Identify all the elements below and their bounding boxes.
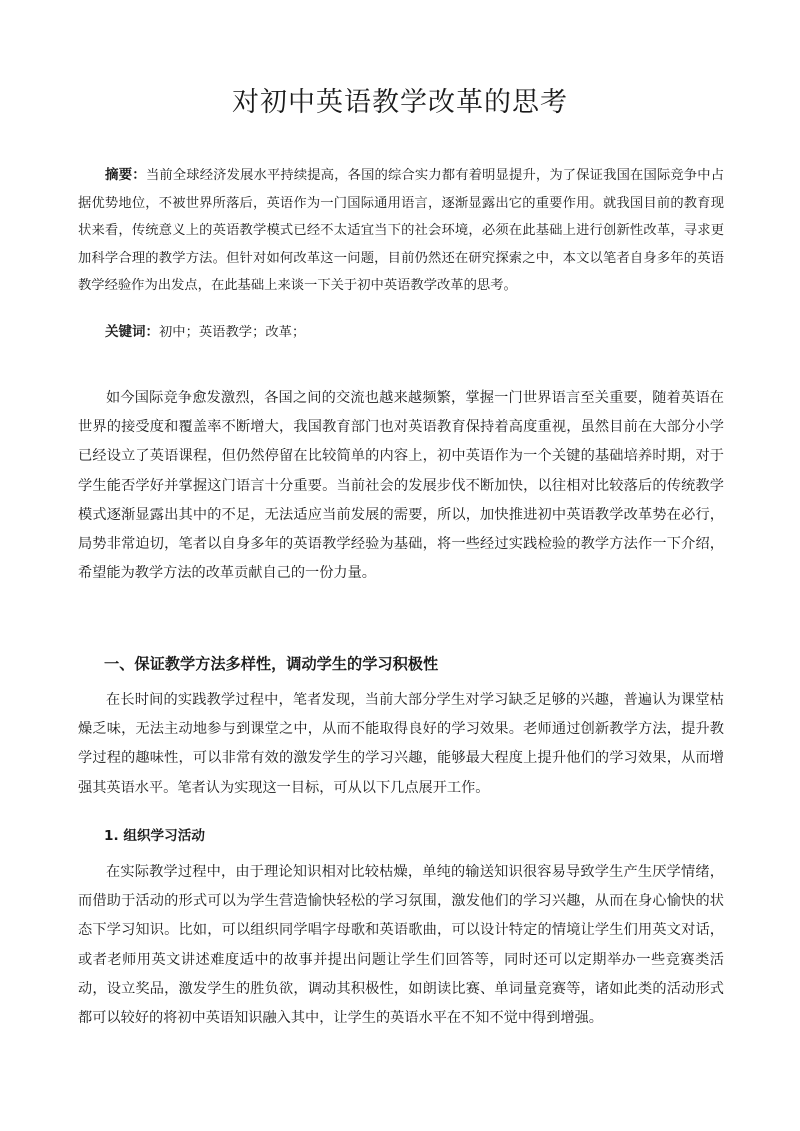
document-title: 对初中英语教学改革的思考 — [232, 87, 568, 118]
abstract-text: 当前全球经济发展水平持续提高，各国的综合实力都有着明显提升，为了保证我国在国际竞争中占据优势地位，不被世界所落后，英语作为一门国际通用语言，逐渐显露出它的重要作用。就我国目前的教育现状来看，传统意义上的英语教学模式已经不太适宜当下的社会环境，必须在此基础上进行创新性改革，寻求更加科学合理的教学方法。但针对如何改革这一问题，目前仍然还在研究探索之中，本文以笔者自身多年的英语教学经验作为出发点，在此基础上来谈一下关于初中英语教学改革的思考。 — [78, 168, 725, 294]
intro-paragraph: 如今国际竞争愈发激烈，各国之间的交流也越来越频繁，掌握一门世界语言至关重要，随着英语在世界的接受度和覆盖率不断增大，我国教育部门也对英语教育保持着高度重视，虽然目前在大部分小学已经设立了英语课程，但仍然停留在比较简单的内容上，初中英语作为一个关键的基础培养时期，对于学生能否学好并掌握这门语言十分重要。当前社会的发展步伐不断加快，以往相对比较落后的传统教学模式逐渐显露出其中的不足，无法适应当前发展的需要，所以，加快推进初中英语教学改革势在必行，局势非常迫切，笔者以自身多年的英语教学经验为基础，将一些经过实践检验的教学方法作一下介绍，希望能为教学方法的改革贡献自己的一份力量。 — [78, 390, 724, 582]
abstract — [78, 162, 724, 300]
section-heading: 一、保证教学方法多样性，调动学生的学习积极性 — [104, 655, 439, 673]
keywords-label: 关键词： — [105, 324, 159, 340]
keywords — [78, 319, 724, 347]
subsection-heading: 1. 组织学习活动 — [104, 828, 205, 844]
section-paragraph: 在长时间的实践教学过程中，笔者发现，当前大部分学生对学习缺乏足够的兴趣，普遍认为课堂枯燥乏味，无法主动地参与到课堂之中，从而不能取得良好的学习效果。老师通过创新教学方法，提升教学过程的趣味性，可以非常有效的激发学生的学习兴趣，能够最大程度上提升他们的学习效果，从而增强其英语水平。笔者认为实现这一目标，可从以下几点展开工作。 — [78, 692, 724, 796]
keywords-text: 初中；英语教学；改革； — [159, 325, 306, 340]
abstract-label: 摘要： — [105, 167, 146, 183]
subsection-paragraph: 在实际教学过程中，由于理论知识相对比较枯燥，单纯的输送知识很容易导致学生产生厌学情绪，而借助于活动的形式可以为学生营造愉快轻松的学习氛围，激发他们的学习兴趣，从而在身心愉快的状态下学习知识。比如，可以组织同学唱字母歌和英语歌曲，可以设计特定的情境让学生们用英文对话，或者老师用英文讲述难度适中的故事并提出问题让学生们回答等，同时还可以定期举办一些竞赛类活动，设立奖品，激发学生的胜负欲，调动其积极性，如朗读比赛、单词量竞赛等，诸如此类的活动形式都可以较好的将初中英语知识融入其中，让学生的英语水平在不知不觉中得到增强。 — [78, 864, 724, 1027]
